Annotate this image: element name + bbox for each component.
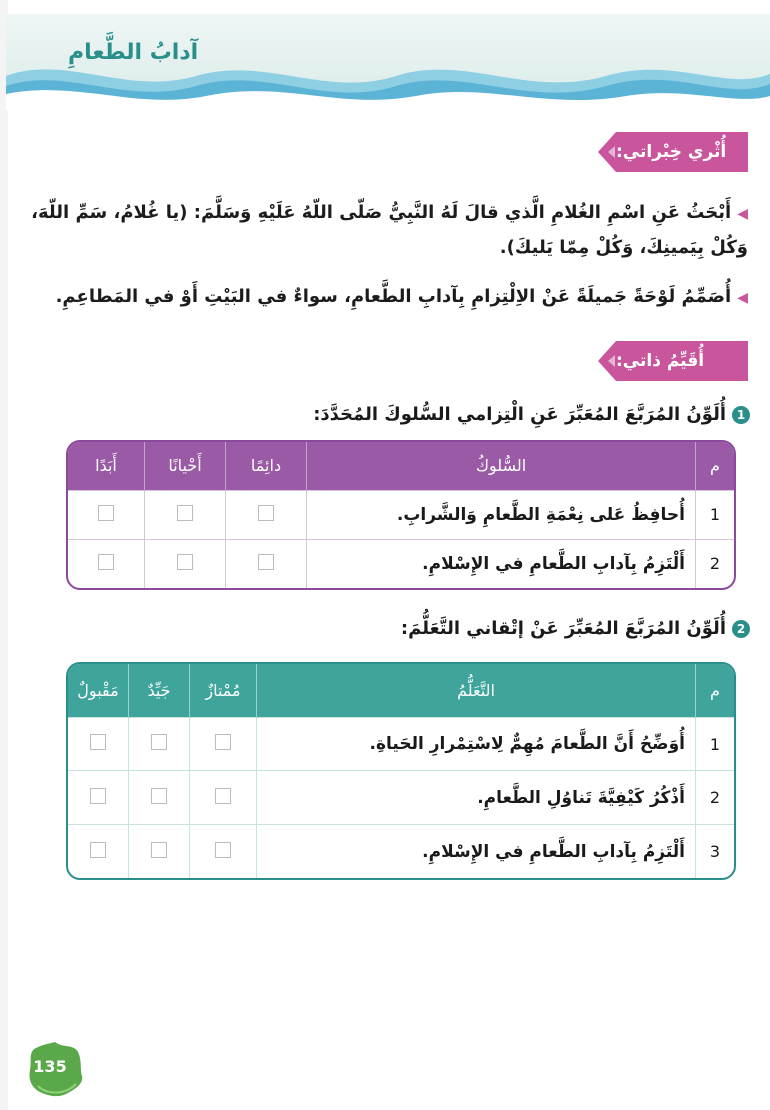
cell-never [68, 490, 145, 539]
checkbox-excellent[interactable] [215, 788, 231, 804]
page-header [6, 14, 770, 110]
table-row [68, 717, 734, 771]
cell-excellent [190, 825, 257, 878]
row-text: أَذْكُرُ كَيْفِيَّةَ تَناوُلِ الطَّعامِ. [257, 771, 696, 825]
checkbox-sometimes[interactable] [177, 505, 193, 521]
cell-sometimes [145, 539, 226, 588]
bullet-icon: ◀ [737, 290, 748, 306]
table-header-row [68, 442, 734, 490]
table-header-row [68, 664, 734, 717]
banner-arrow-icon [608, 355, 615, 367]
row-index: 2 [696, 539, 735, 588]
cell-never [68, 539, 145, 588]
row-text: أُوَضِّحُ أَنَّ الطَّعامَ مُهِمٌّ لِاسْتِمْرارِ الحَياةِ. [257, 717, 696, 771]
row-text: أَلْتَزِمُ بِآدابِ الطَّعامِ في الإِسْلامِ. [257, 825, 696, 878]
enrich-item-1 [28, 196, 748, 265]
question-number-badge: 1 [732, 406, 750, 424]
cell-acceptable [68, 825, 129, 878]
cell-always [226, 490, 307, 539]
table-row [68, 771, 734, 825]
table-row [68, 490, 734, 539]
enrich-item-text: أَبْحَثُ عَنِ اسْمِ الغُلامِ الَّذي قالَ لَهُ النَّبِيُّ صَلّى اللّهُ عَلَيْهِ وَسَلَّمَ: (يا غُلامُ، سَمِّ اللّهَ، وَكُلْ بِيَمينِكَ، وَكُلْ مِمّا يَليكَ). [31, 202, 748, 258]
cell-acceptable [68, 771, 129, 825]
row-index: 1 [696, 490, 735, 539]
checkbox-acceptable[interactable] [90, 734, 106, 750]
checkbox-excellent[interactable] [215, 842, 231, 858]
checkbox-acceptable[interactable] [90, 842, 106, 858]
col-header-index: م [696, 664, 735, 717]
cell-always [226, 539, 307, 588]
page-left-edge [0, 0, 8, 1110]
checkbox-acceptable[interactable] [90, 788, 106, 804]
cell-good [129, 825, 190, 878]
col-header-index: م [696, 442, 735, 490]
row-index: 2 [696, 771, 735, 825]
cell-sometimes [145, 490, 226, 539]
col-header-excellent: مُمْتازٌ [190, 664, 257, 717]
checkbox-good[interactable] [151, 842, 167, 858]
section-banner-self-assess [616, 341, 748, 381]
enrich-item-text: أُصَمِّمُ لَوْحَةً جَميلَةً عَنْ الاِلْتِزامِ بِآدابِ الطَّعامِ، سواءٌ في البَيْتِ أَوْ في المَطاعِمِ. [55, 286, 732, 307]
banner-arrow-icon [608, 146, 615, 158]
checkbox-never[interactable] [98, 554, 114, 570]
section-title: أُثْري خِبْراتي: [616, 142, 727, 162]
col-header-behavior: السُّلوكُ [307, 442, 696, 490]
page-title: آدابُ الطَّعامِ [68, 40, 199, 65]
behavior-table [66, 440, 736, 590]
col-header-acceptable: مَقْبولٌ [68, 664, 129, 717]
table-row [68, 825, 734, 878]
cell-excellent [190, 771, 257, 825]
col-header-good: جَيِّدٌ [129, 664, 190, 717]
checkbox-never[interactable] [98, 505, 114, 521]
table-row [68, 539, 734, 588]
question-1 [313, 404, 750, 425]
page-number: 135 [33, 1057, 67, 1076]
learning-table [66, 662, 736, 880]
cell-good [129, 717, 190, 771]
row-text: أُحافِظُ عَلى نِعْمَةِ الطَّعامِ وَالشَّرابِ. [307, 490, 696, 539]
checkbox-good[interactable] [151, 788, 167, 804]
row-index: 1 [696, 717, 735, 771]
bullet-icon: ◀ [737, 206, 748, 222]
col-header-always: دائِمًا [226, 442, 307, 490]
question-text: أُلَوِّنُ المُرَبَّعَ المُعَبِّرَ عَنِ الْتِزامي السُّلوكَ المُحَدَّدَ: [313, 404, 726, 425]
col-header-never: أَبَدًا [68, 442, 145, 490]
section-banner-enrich [616, 132, 748, 172]
row-text: أَلْتَزِمُ بِآدابِ الطَّعامِ في الإِسْلامِ. [307, 539, 696, 588]
checkbox-sometimes[interactable] [177, 554, 193, 570]
cell-good [129, 771, 190, 825]
checkbox-always[interactable] [258, 505, 274, 521]
question-text: أُلَوِّنُ المُرَبَّعَ المُعَبِّرَ عَنْ إتْقاني التَّعَلُّمَ: [400, 618, 726, 639]
col-header-sometimes: أَحْيانًا [145, 442, 226, 490]
question-2 [401, 618, 750, 639]
checkbox-always[interactable] [258, 554, 274, 570]
checkbox-good[interactable] [151, 734, 167, 750]
checkbox-excellent[interactable] [215, 734, 231, 750]
enrich-item-2 [28, 280, 748, 315]
cell-excellent [190, 717, 257, 771]
cell-acceptable [68, 717, 129, 771]
section-title: أُقَيِّمُ ذاتي: [616, 351, 705, 371]
row-index: 3 [696, 825, 735, 878]
col-header-learning: التَّعَلُّمُ [257, 664, 696, 717]
question-number-badge: 2 [732, 620, 750, 638]
